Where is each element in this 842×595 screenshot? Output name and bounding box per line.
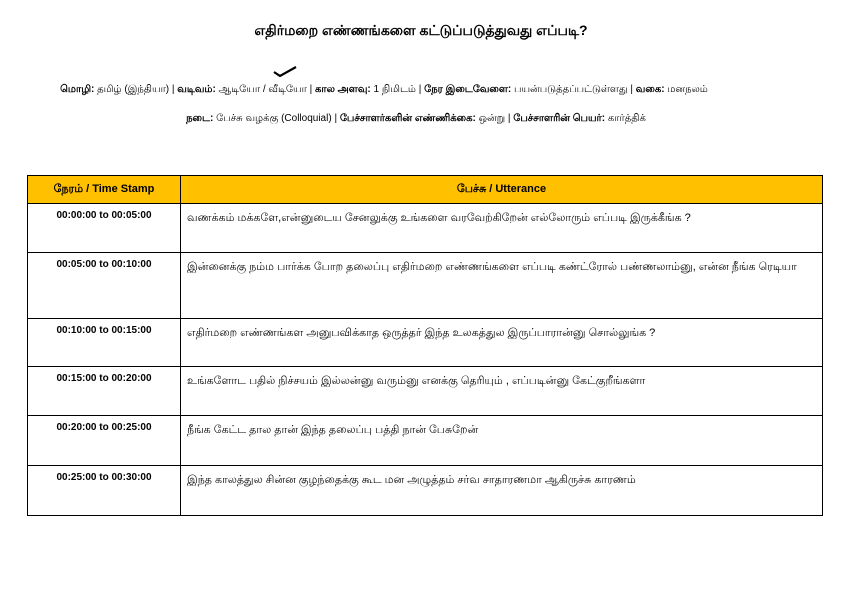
meta-value: ஆடியோ / வீடியோ | [215,84,315,95]
table-row [28,253,823,319]
utterance-cell [181,319,823,367]
metadata-line-2 [0,113,837,125]
meta-label: வகை: [635,84,665,95]
timestamp-cell: 00:15:00 to 00:20:00 [28,367,181,416]
header-timestamp: நேரம் / Time Stamp [28,176,181,204]
meta-value: பயன்படுத்தப்பட்டுள்ளது | [511,84,636,95]
meta-value: 1 நிமிடம் | [370,84,425,95]
timestamp-cell: 00:10:00 to 00:15:00 [28,319,181,367]
timestamp-cell: 00:00:00 to 00:05:00 [28,204,181,253]
utterance-cell [181,253,823,319]
table-row [28,416,823,466]
table-row [28,466,823,516]
timestamp-cell: 00:20:00 to 00:25:00 [28,416,181,466]
table-header-row [28,176,823,204]
utterance-text: உங்களோட பதில் நிச்சயம் இல்லன்னு வரும்னு எனக்கு தெரியும் , எப்படின்னு கேட்குறீங்களா [187,375,646,387]
meta-value: பேச்சு வழக்கு (Colloquial) | [213,113,340,124]
utterance-cell [181,367,823,416]
meta-label: பேச்சாளரின் பெயர்: [513,113,606,124]
utterance-cell [181,466,823,516]
table-row [28,367,823,416]
timestamp-cell: 00:05:00 to 00:10:00 [28,253,181,319]
metadata-line-1 [0,84,805,96]
transcript-table [27,175,823,516]
utterance-cell [181,416,823,466]
timestamp-cell: 00:25:00 to 00:30:00 [28,466,181,516]
meta-label: கால அளவு: [314,84,371,95]
utterance-text: இந்த காலத்துல சின்ன குழந்தைக்கு கூட மன அழுத்தம் சர்வ சாதாரணமா ஆகிருச்சு காரணம் [187,474,636,486]
utterance-text: நீங்க கேட்ட தால தான் இந்த தலைப்பு பத்தி நான் பேசுறேன் [187,424,479,436]
document-title: எதிர்மறை எண்ணங்களை கட்டுப்படுத்துவது எப்படி? [254,22,588,38]
meta-value: தமிழ் (இந்தியா) | [94,84,178,95]
meta-label: வடிவம்: [177,84,216,95]
meta-label: நடை: [186,113,214,124]
utterance-text: வணக்கம் மக்களே,என்னுடைய சேனலுக்கு உங்களை வரவேற்கிறேன் எல்லோரும் எப்படி இருக்கீங்க ? [187,212,691,224]
table-row [28,319,823,367]
utterance-text: எதிர்மறை எண்ணங்கள அனுபவிக்காத ஒருத்தர் இந்த உலகத்துல இருப்பாரான்னு சொல்லுங்க ? [187,327,656,339]
meta-label: மொழி: [60,84,95,95]
meta-label: நேர இடைவேளை: [424,84,512,95]
table-row [28,204,823,253]
meta-label: பேச்சாளர்களின் எண்ணிக்கை: [339,113,476,124]
utterance-cell [181,204,823,253]
meta-value: மனநலம் [664,84,708,95]
meta-value: கார்த்திக் [605,113,646,124]
checkmark-icon [273,66,297,78]
utterance-text: இன்னைக்கு நம்ம பார்க்க போற தலைப்பு எதிர்மறை எண்ணங்களை எப்படி கண்ட்ரோல் பண்ணலாம்னு, என்ன நீங்க ரெடியா [187,261,797,273]
meta-value: ஒன்று | [475,113,514,124]
header-utterance: பேச்சு / Utterance [181,176,823,204]
